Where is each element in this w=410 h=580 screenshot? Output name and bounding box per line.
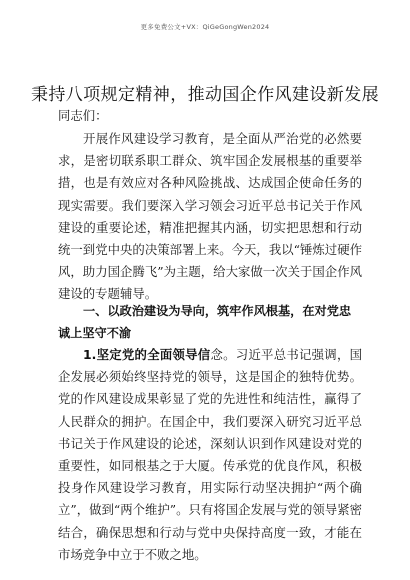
greeting: 同志们： [58,108,108,123]
paragraph-section1-text: 念。习近平总书记强调，国企发展必须始终坚持党的领导，这是国企的独特优势。党的作风建设成果彰显了党的先进性和纯洁性，赢得了人民群众的拥护。在国企中，我们要深入研究习近平总书记关于作风建设的论述，深刻认识到作风建设对党的重要性，如同根基之于大厦。传承党的优良作风，积极投身作风建设学习教育，用实际行动坚决拥护“两个确立”，做到“两个维护”。只有将国企发展与党的领导紧密结合，确保思想和行动与党中央保持高度一致，才能在市场竞争中立于不败之地。 [58,347,362,562]
paragraph-lead-bold: 1.坚定党的全面领导信 [83,347,211,362]
document-title: 秉持八项规定精神，推动国企作风建设新发展 [31,85,379,105]
paragraph-intro: 开展作风建设学习教育，是全面从严治党的必然要求，是密切联系职工群众、筑牢国企发展根基的重要举措，也是有效应对各种风险挑战、达成国企使命任务的现实需要。我们要深入学习领会习近平总书记关于作风建设的重要论述，精准把握其内涵，切实把思想和行动统一到党中央的决策部署上来。今天，我以“锤炼过硬作风，助力国企腾飞”为主题，给大家做一次关于国企作风建设的专题辅导。 [58,131,362,302]
paragraph-section1 [58,344,362,566]
watermark-text: 更多免费公文+VX：QiGeGongWen2024 [140,23,270,31]
section-heading-1: 一、以政治建设为导向，筑牢作风根基，在对党忠诚上坚守不渝 [58,304,352,340]
